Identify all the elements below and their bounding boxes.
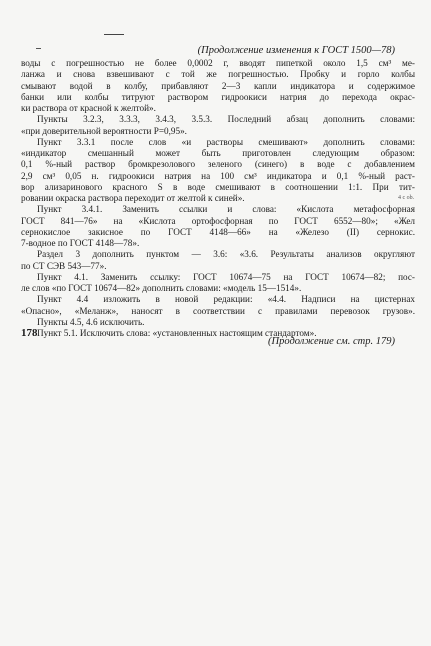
text-line: ровании окраска раствора переходит от желтой к синей». (21, 193, 245, 203)
text-line: по СТ СЭВ 543—77». (21, 260, 107, 271)
text-line: Раздел 3 дополнить пунктом — 3.6: «3.6. Результаты анализов округляют (37, 249, 415, 260)
top-dash (36, 48, 41, 49)
body-text (21, 58, 415, 339)
text-line: Пункт 5.1. Исключить слова: «установленных настоящим стандартом». (37, 328, 317, 338)
text-line: сернокислое закисное по ГОСТ 4148—66» на «Железо (II) сернокис. (21, 226, 415, 237)
text-line: банки или колбы титруют раствором гидроокиси натрия до перехода окрас- (21, 91, 415, 102)
text-line: ланжа и снова взвешивают с той же погрешностью. Пробку и горло колбы (21, 69, 415, 80)
text-line: 7-водное по ГОСТ 4148—78». (21, 238, 140, 248)
text-line: Пункт 4.4 изложить в новой редакции: «4.4. Надписи на цистернах (37, 294, 415, 305)
text-line: «при доверительной вероятности P=0,95». (21, 125, 187, 136)
text-line: Пункт 3.3.1 после слов «и растворы смешивают» дополнить словами: (37, 136, 415, 147)
text-line: Пункт 4.1. Заменить ссылку: ГОСТ 10674—75 на ГОСТ 10674—82; пос- (37, 271, 415, 282)
text-line: вор ализаринового красного S в воде смешивают в соотношении 1:1. При тит- (21, 181, 415, 192)
text-line: Пункты 3.2.3, 3.3.3, 3.4.3, 3.5.3. Последний абзац дополнить словами: (37, 114, 415, 125)
text-line: 0,1 %-ный раствор бромкрезолового зеленого (синего) в воде с добавлением (21, 159, 415, 170)
page-number: 178 (21, 327, 38, 339)
text-line: ле слов «по ГОСТ 10674—82» дополнить словами: «модель 15—1514». (21, 283, 302, 293)
text-line: «Опасно», «Меланж», наносят в соответствии с правилами перевозок грузов». (21, 305, 415, 316)
top-rule (104, 34, 124, 35)
continued-note: (Продолжение см. стр. 179) (268, 336, 395, 347)
text-line: воды с погрешностью не более 0,0002 г, вводят пипеткой около 1,5 см³ ме- (21, 58, 415, 68)
text-line: 2,9 см³ 0,05 н. гидроокиси натрия на 100 см³ индикатора и 0,1 %-ный раст- (21, 170, 415, 181)
running-head: (Продолжение изменения к ГОСТ 1500—78) (197, 45, 395, 56)
text-line: смывают водой в колбу, прибавляют 2—3 капли индикатора и содержимое (21, 80, 415, 91)
text-line: Пункты 4.5, 4.6 исключить. (37, 316, 145, 327)
margin-note: 4 с ob. (398, 195, 415, 201)
text-line: «индикатор смешанный может быть приготовлен следующим образом: (21, 148, 415, 158)
text-line: ки раствора от красной к желтой». (21, 103, 156, 113)
text-line: ГОСТ 841—76» на «Кислота ортофосфорная по ГОСТ 6552—80»; «Жел (21, 215, 415, 226)
text-line: Пункт 3.4.1. Заменить ссылки и слова: «Кислота метафосфорная (37, 204, 415, 215)
